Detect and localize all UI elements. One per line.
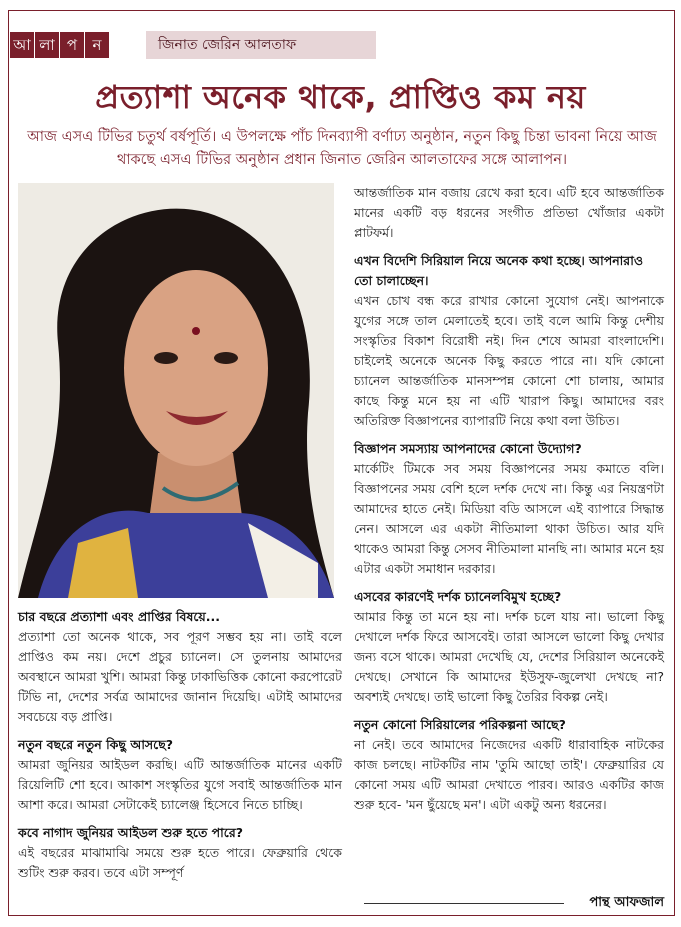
section-letter: ন [85, 32, 110, 58]
question: এখন বিদেশি সিরিয়াল নিয়ে অনেক কথা হচ্ছে। আপনারাও তো চালাচ্ছেন। [354, 253, 644, 288]
answer: প্রত্যাশা তো অনেক থাকে, সব পূরণ সম্ভব হয় না। তাই বলে প্রাপ্তিও কম নয়। দেশে প্রচুর চ্যানেল। সে তুলনায় আমাদের অবস্থানে আমরা খুশি। আমরা কিন্তু ঢাকাভিত্তিক কোনো করপোরেট টিভি না, দেশের সর্বত্র আমাদের জানান দিয়েছি। এটাই আমাদের সবচেয়ে বড় প্রাপ্তি। [18, 629, 342, 724]
question: কবে নাগাদ জুনিয়র আইডল শুরু হতে পারে? [18, 825, 243, 840]
right-column [354, 183, 664, 823]
question: নতুন বছরে নতুন কিছু আসছে? [18, 737, 174, 752]
answer: মার্কেটিং টিমকে সব সময় বিজ্ঞাপনের সময় কমাতে বলি। বিজ্ঞাপনের সময় বেশি হলে দর্শক দেখে না। কিন্তু এর নিয়ন্ত্রণটা আমাদের হাতে নেই। মিডিয়া বডি আসলে এই ব্যাপারে সিদ্ধান্ত নেন। আসলে এর একটা নীতিমালা থাকা উচিত। আর যদি থাকেও আমরা কিন্তু সেসব নীতিমালা মানছি না। আমার মনে হয় এটার একটা সমাধান দরকার। [354, 461, 664, 576]
section-letter: প [60, 32, 85, 58]
credit-rule [364, 903, 564, 904]
question: চার বছরে প্রত্যাশা এবং প্রাপ্তির বিষয়ে... [18, 609, 220, 624]
answer-continued: আন্তর্জাতিক মান বজায় রেখে করা হবে। এটি হবে আন্তর্জাতিক মানের একটি বড় ধরনের সংগীত প্রতিভা খোঁজার একটা প্লাটফর্ম। [354, 185, 664, 240]
portrait-photo [18, 183, 334, 598]
headline: প্রত্যাশা অনেক থাকে, প্রাপ্তিও কম নয় [95, 78, 586, 116]
question: নতুন কোনো সিরিয়ালের পরিকল্পনা আছে? [354, 717, 566, 732]
answer: না নেই। তবে আমাদের নিজেদের একটি ধারাবাহিক নাটকের কাজ চলছে। নাটকটির নাম 'তুমি আছো তাই'। ফেব্রুয়ারির যে কোনো সময় এটি আমরা দেখাতে পারব। আরও একটির কাজ শুরু হবে- 'মন ছুঁয়েছে মন'। এটা একটু অন্য ধরনের। [354, 737, 664, 812]
answer: এই বছরের মাঝামাঝি সময়ে শুরু হতে পারে। ফেব্রুয়ারি থেকে শুটিং শুরু করব। তবে এটা সম্পূর্ণ [18, 845, 342, 880]
answer: আমরা জুনিয়র আইডল করছি। এটি আন্তর্জাতিক মানের একটি রিয়েলিটি শো হবে। আকাশ সংস্কৃতির যুগে সবাই আন্তর্জাতিক মান আশা করে। আমরা সেটাকেই চ্যালেঞ্জ হিসেবে নিতে চাচ্ছি। [18, 757, 342, 812]
section-tag [10, 32, 110, 58]
byline: জিনাত জেরিন আলতাফ [146, 31, 376, 59]
answer: আমার কিন্তু তা মনে হয় না। দর্শক চলে যায় না। ভালো কিছু দেখালে দর্শক ফিরে আসবেই। তারা আসলে ভালো কিছু দেখার জন্য বসে থাকে। আমরা দেখেছি যে, দেশের সিরিয়াল অনেকেই দেখছে। সেখানে কি আমাদের ইউসুফ-জুলেখা দেখছে না? অবশ্যই দেখছে। তাই ভালো কিছু তৈরির বিকল্প নেই। [354, 609, 664, 704]
portrait-illustration [18, 183, 334, 598]
section-letter: লা [35, 32, 60, 58]
answer: এখন চোখ বন্ধ করে রাখার কোনো সুযোগ নেই। আপনাকে যুগের সঙ্গে তাল মেলাতেই হবে। তাই বলে আমি কিন্তু দেশীয় সংস্কৃতির বিকাশ বিরোধী নই। দিন শেষে আমরা বাংলাদেশি। চাইলেই অনেকে অনেক কিছু করতে পারে না। যদি কোনো চ্যানেল আন্তর্জাতিক মানসম্পন্ন কোনো শো চালায়, আমার কাছে কিন্তু মনে হয় না এটি খারাপ কিছু। আমাদের বরং অতিরিক্ত বিজ্ঞাপনের ব্যাপারটি নিয়ে কথা বলা উচিত। [354, 293, 664, 428]
section-letter: আ [10, 32, 35, 58]
author-credit [364, 893, 664, 913]
credit-name: পান্থ আফজাল [589, 895, 664, 910]
left-column [18, 607, 342, 891]
question: এসবের কারণেই দর্শক চ্যানেলবিমুখ হচ্ছে? [354, 589, 562, 604]
intro-text: আজ এসএ টিভির চতুর্থ বর্ষপূর্তি। এ উপলক্ষে পাঁচ দিনব্যাপী বর্ণাঢ্য অনুষ্ঠান, নতুন কিছু চিন্তা ভাবনা নিয়ে আজ থাকছে এসএ টিভির অনুষ্ঠান প্রধান জিনাত জেরিন আলতাফের সঙ্গে আলাপন। [27, 129, 657, 168]
question: বিজ্ঞাপন সমস্যায় আপনাদের কোনো উদ্যোগ? [354, 441, 582, 456]
